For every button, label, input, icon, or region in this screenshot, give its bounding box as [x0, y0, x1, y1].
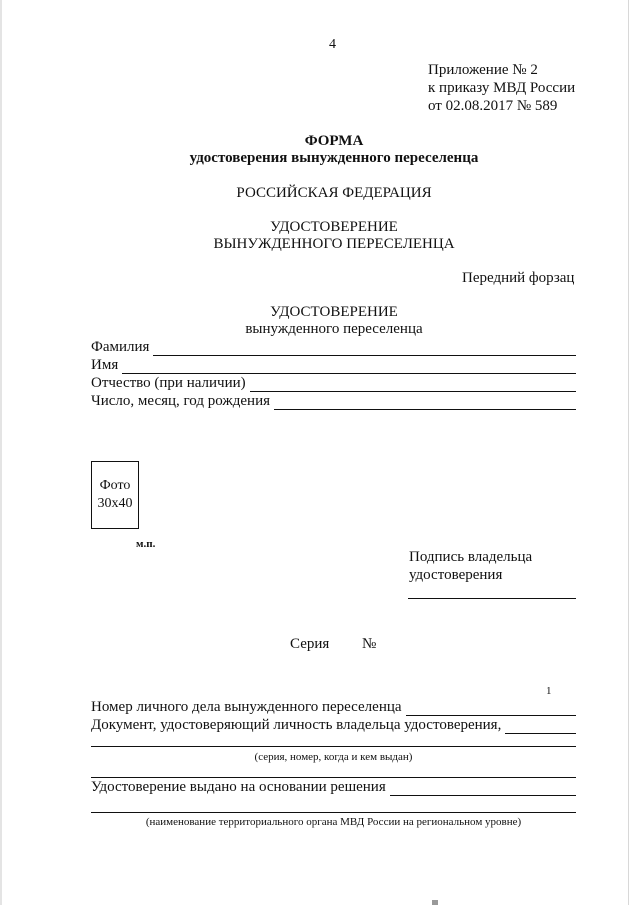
certificate-title-line-1: УДОСТОВЕРЕНИЕ [270, 219, 398, 235]
series-label: Серия [290, 636, 330, 652]
signature-label-line-1: Подпись владельца [409, 549, 533, 565]
birthdate-label: Число, месяц, год рождения [91, 393, 270, 409]
inner-title-line-1: УДОСТОВЕРЕНИЕ [270, 304, 398, 320]
number-sign: № [362, 636, 377, 652]
signature-label-line-2: удостоверения [409, 567, 503, 583]
stamp-place-label: м.п. [136, 538, 156, 550]
issued-basis-label: Удостоверение выдано на основании решения [91, 779, 386, 795]
photo-label: Фото [99, 478, 131, 493]
signature-line[interactable] [408, 598, 576, 599]
name-line[interactable] [122, 359, 576, 374]
country-name: РОССИЙСКАЯ ФЕДЕРАЦИЯ [236, 185, 432, 201]
certificate-title-line-2: ВЫНУЖДЕННОГО ПЕРЕСЕЛЕНЦА [213, 236, 455, 252]
issued-basis-field[interactable] [91, 779, 576, 796]
form-heading: ФОРМА [304, 133, 364, 149]
case-number-field[interactable] [91, 699, 576, 716]
scan-mark-bottom [432, 900, 438, 905]
patronymic-field[interactable] [91, 375, 576, 392]
name-field[interactable] [91, 357, 576, 374]
appendix-line-1: Приложение № 2 [428, 62, 538, 78]
authority-caption: (наименование территориального органа МВД России на региональном уровне) [145, 816, 522, 828]
surname-line[interactable] [153, 341, 576, 356]
identity-doc-continuation-line[interactable] [91, 746, 576, 747]
identity-doc-caption: (серия, номер, когда и кем выдан) [254, 751, 413, 763]
patronymic-line[interactable] [250, 377, 576, 392]
surname-label: Фамилия [91, 339, 150, 355]
issued-basis-line[interactable] [390, 781, 576, 796]
name-label: Имя [91, 357, 119, 373]
photo-size: 30x40 [97, 496, 133, 511]
form-subheading: удостоверения вынужденного переселенца [189, 150, 479, 166]
page-marker: 1 [546, 685, 552, 697]
identity-doc-line[interactable] [505, 719, 576, 734]
appendix-line-3: от 02.08.2017 № 589 [428, 98, 558, 114]
birthdate-field[interactable] [91, 393, 576, 410]
photo-box [91, 461, 139, 529]
page-number: 4 [329, 37, 336, 52]
front-flyleaf-label: Передний форзац [462, 270, 575, 286]
surname-field[interactable] [91, 339, 576, 356]
identity-doc-field[interactable] [91, 717, 576, 734]
patronymic-label: Отчество (при наличии) [91, 375, 246, 391]
blank-line[interactable] [91, 777, 576, 778]
identity-doc-label: Документ, удостоверяющий личность владельца удостоверения, [91, 717, 502, 733]
authority-line[interactable] [91, 812, 576, 813]
case-number-label: Номер личного дела вынужденного переселенца [91, 699, 402, 715]
appendix-line-2: к приказу МВД России [428, 80, 576, 96]
case-number-line[interactable] [406, 701, 576, 716]
birthdate-line[interactable] [274, 395, 576, 410]
inner-title-line-2: вынужденного переселенца [245, 321, 423, 337]
